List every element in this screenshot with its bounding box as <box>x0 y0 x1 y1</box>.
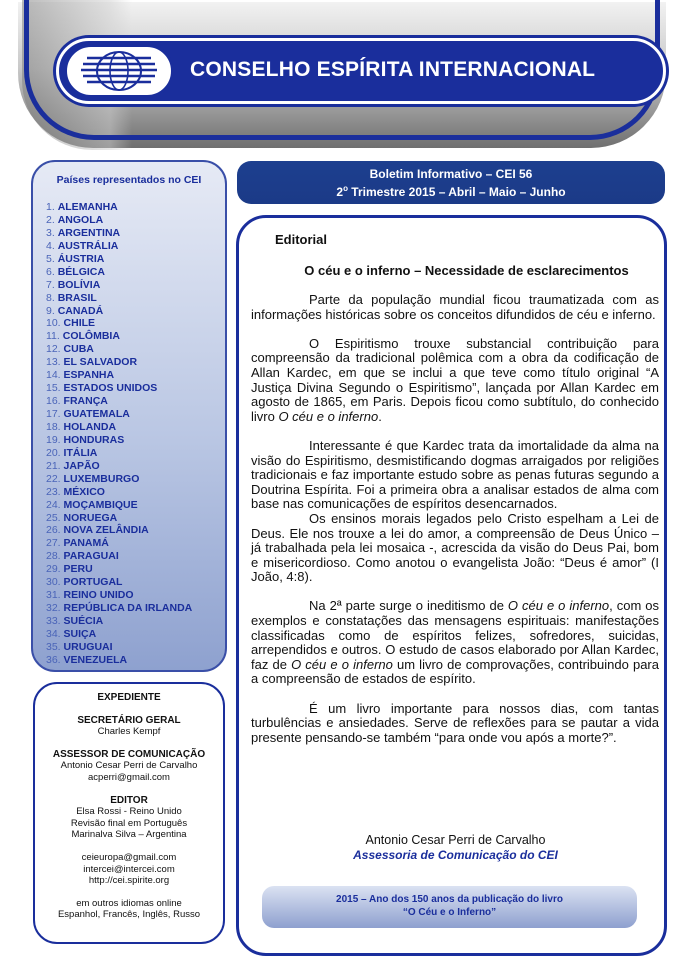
country-item <box>46 654 192 667</box>
country-number: 17. <box>46 408 61 420</box>
country-number: 6. <box>46 265 55 278</box>
country-number: 32. <box>46 602 61 615</box>
country-item <box>46 589 192 602</box>
country-name: MOÇAMBIQUE <box>63 498 138 511</box>
country-name: PANAMÁ <box>63 537 109 550</box>
editor-line: Marinalva Silva – Argentina <box>71 829 187 841</box>
country-name: HONDURAS <box>63 433 125 446</box>
country-item <box>46 279 192 292</box>
assessor-name: Antonio Cesar Perri de Carvalho <box>60 760 198 772</box>
country-item <box>46 408 192 421</box>
country-number: 20. <box>46 446 61 459</box>
country-item <box>46 434 192 447</box>
country-name: ITÁLIA <box>63 446 98 459</box>
footer-line: “O Céu e o Inferno” <box>402 906 497 918</box>
country-item <box>46 369 192 382</box>
country-item <box>46 421 192 434</box>
country-name: NOVA ZELÂNDIA <box>63 524 149 537</box>
country-item <box>46 343 192 356</box>
country-name: ANGOLA <box>57 213 104 226</box>
country-name: HOLANDA <box>63 420 117 433</box>
country-number: 29. <box>46 563 61 576</box>
country-number: 1. <box>46 201 55 213</box>
article-paragraph: Interessante é que Kardec trata da imortalidade da alma na visão do Espiritismo, desmistificando dogmas arraigados por religiões tradicionais e faz importante estudo sobre as penas futuras segundo a Doutrina Espírita. Foi a primeira obra a analisar estados de alma com base nas comunicações de espíritos desencarnados. <box>251 437 659 512</box>
globe-logo-icon <box>64 44 174 98</box>
country-name: COLÔMBIA <box>62 330 120 343</box>
country-name: VENEZUELA <box>63 653 128 666</box>
article-title: O céu e o inferno – Necessidade de esclarecimentos <box>304 263 629 278</box>
country-item <box>46 395 192 408</box>
country-number: 7. <box>46 278 55 291</box>
country-name: PARAGUAI <box>63 550 119 563</box>
country-item <box>46 253 192 266</box>
country-item <box>46 292 192 305</box>
article-paragraph: O Espiritismo trouxe substancial contribuição para compreensão da tradicional polêmica com a obra da codificação de Allan Kardec, em que se inclui a que teve como título original “A Justiça Divina Segundo o Espiritismo”, lançada por Allan Kardec em agosto de 1865, em Paris. Depois ficou como subtítulo, do conhecido livro O céu e o inferno. <box>251 335 659 424</box>
country-name: EL SALVADOR <box>63 356 138 369</box>
author-org: Assessoria de Comunicação do CEI <box>353 848 558 862</box>
country-name: CUBA <box>63 343 94 356</box>
article-body <box>251 293 659 745</box>
country-name: GUATEMALA <box>63 408 130 420</box>
country-name: PORTUGAL <box>63 576 123 589</box>
country-item <box>46 317 192 330</box>
country-item <box>46 447 192 460</box>
article-paragraph: Os ensinos morais legados pelo Cristo espelham a Lei de Deus. Ele nos trouxe a lei do amor, a compreensão de Deus Único – já trabalhada pela lei mosaica -, acrescida da visão do Deus Pai, bom e misericordioso. Como anotou o evangelista João: “Deus é amor” (I João, 4:8). <box>251 510 659 585</box>
country-number: 13. <box>46 356 61 369</box>
country-number: 10. <box>46 317 61 330</box>
country-item <box>46 473 192 486</box>
country-name: REPÚBLICA DA IRLANDA <box>63 602 193 615</box>
country-name: ALEMANHA <box>57 201 118 213</box>
country-number: 28. <box>46 550 61 563</box>
contact-email[interactable]: intercei@intercei.com <box>83 863 175 875</box>
country-item <box>46 266 192 279</box>
country-number: 19. <box>46 433 61 446</box>
country-name: SUÉCIA <box>63 615 104 627</box>
editor-line: Elsa Rossi - Reino Unido <box>76 806 182 818</box>
secretario-label: SECRETÁRIO GERAL <box>77 714 181 726</box>
country-name: FRANÇA <box>63 395 108 408</box>
country-name: JAPÃO <box>63 459 100 472</box>
editor-label: EDITOR <box>110 794 148 806</box>
article-panel <box>236 215 667 956</box>
country-name: CANADÁ <box>57 304 104 317</box>
country-name: MÉXICO <box>63 485 105 498</box>
country-number: 2. <box>46 213 55 226</box>
assessor-email[interactable]: acperri@gmail.com <box>88 771 170 783</box>
country-item <box>46 537 192 550</box>
country-name: BOLÍVIA <box>57 278 101 291</box>
country-name: BRASIL <box>57 291 97 304</box>
country-number: 3. <box>46 226 55 239</box>
country-item <box>46 382 192 395</box>
country-number: 36. <box>46 653 61 666</box>
country-item <box>46 240 192 253</box>
contact-link[interactable]: http://cei.spirite.org <box>88 875 170 887</box>
country-name: ESPANHA <box>63 369 115 382</box>
country-item <box>46 201 192 214</box>
countries-title: Países representados no CEI <box>56 174 202 186</box>
country-item <box>46 550 192 563</box>
country-name: LUXEMBURGO <box>63 472 140 485</box>
footer-banner <box>262 886 637 928</box>
section-label: Editorial <box>275 232 328 247</box>
bulletin-period: 2$^o$ Trimestre 2015 – Abril – Maio – Junho <box>336 183 566 199</box>
country-number: 26. <box>46 524 61 537</box>
languages-list: Espanhol, Francês, Inglês, Russo <box>57 909 201 921</box>
country-number: 23. <box>46 485 61 498</box>
country-item <box>46 628 192 641</box>
author-name: Antonio Cesar Perri de Carvalho <box>365 833 546 847</box>
page-title: CONSELHO ESPÍRITA INTERNACIONAL <box>190 58 596 81</box>
country-number: 27. <box>46 537 61 550</box>
article-paragraph: Na 2ª parte surge o ineditismo de O céu e o inferno, com os exemplos e constatações das mensagens espirituais: manifestações classificadas como de espíritos felizes, sofredores, suicidas, arrependidos e outros. O estudo de casos elaborado por Allan Kardec, faz de O céu e o inferno um livro de comprovações, contribuindo para a compreensão de estados de espírito. <box>251 598 660 687</box>
editor-line: Revisão final em Português <box>70 817 188 829</box>
country-number: 5. <box>46 252 55 265</box>
country-number: 14. <box>46 369 61 382</box>
country-name: NORUEGA <box>63 511 118 524</box>
country-item <box>46 615 192 628</box>
country-number: 18. <box>46 420 61 433</box>
country-name: ESTADOS UNIDOS <box>63 382 158 395</box>
country-name: ÁUSTRIA <box>57 252 105 265</box>
country-number: 21. <box>46 459 61 472</box>
country-item <box>46 330 192 343</box>
assessor-label: ASSESSOR DE COMUNICAÇÃO <box>52 748 206 760</box>
country-item <box>46 305 192 318</box>
country-name: SUIÇA <box>63 627 97 640</box>
country-item <box>46 602 192 615</box>
country-item <box>46 512 192 525</box>
country-number: 11. <box>46 330 60 343</box>
country-number: 24. <box>46 498 61 511</box>
country-number: 9. <box>46 304 55 317</box>
country-item <box>46 227 192 240</box>
country-name: BÉLGICA <box>57 265 105 278</box>
country-item <box>46 641 192 654</box>
country-name: REINO UNIDO <box>63 589 134 602</box>
country-name: CHILE <box>63 317 96 330</box>
languages-label: em outros idiomas online <box>76 897 182 909</box>
signature <box>239 833 664 862</box>
country-name: ARGENTINA <box>57 226 121 239</box>
country-number: 33. <box>46 615 61 627</box>
country-number: 31. <box>46 589 61 602</box>
country-item <box>46 460 192 473</box>
footer-line: 2015 – Ano dos 150 anos da publicação do livro <box>336 894 563 905</box>
country-number: 22. <box>46 472 61 485</box>
expediente-heading: EXPEDIENTE <box>97 692 161 703</box>
bulletin-title: Boletim Informativo – CEI 56 <box>369 167 533 181</box>
country-number: 30. <box>46 576 61 589</box>
country-number: 8. <box>46 291 55 304</box>
country-item <box>46 576 192 589</box>
country-number: 16. <box>46 395 61 408</box>
expediente-panel <box>33 682 225 944</box>
country-number: 4. <box>46 239 55 252</box>
country-list <box>46 201 192 667</box>
country-name: PERU <box>63 563 93 576</box>
country-number: 15. <box>46 382 61 395</box>
country-item <box>46 563 192 576</box>
country-number: 25. <box>46 511 61 524</box>
country-item <box>46 486 192 499</box>
bulletin-banner <box>237 161 665 204</box>
country-item <box>46 356 192 369</box>
secretario-name: Charles Kempf <box>97 726 161 738</box>
country-item <box>46 524 192 537</box>
country-name: URUGUAI <box>63 640 113 653</box>
article-paragraph: Parte da população mundial ficou traumatizada com as informações históricas sobre os conceitos difundidos de céu e inferno. <box>251 292 659 322</box>
country-name: AUSTRÁLIA <box>57 239 119 252</box>
countries-panel <box>31 160 227 672</box>
country-number: 35. <box>46 640 61 653</box>
country-item <box>46 214 192 227</box>
country-item <box>46 499 192 512</box>
country-number: 12. <box>46 343 61 356</box>
contact-email[interactable]: ceieuropa@gmail.com <box>81 851 177 863</box>
article-paragraph: É um livro importante para nossos dias, com tantas turbulências e ansiedades. Serve de reflexões para se pautar a vida presente pensando-se também “para onde vou após a morte?”. <box>251 700 659 745</box>
country-number: 34. <box>46 627 61 640</box>
